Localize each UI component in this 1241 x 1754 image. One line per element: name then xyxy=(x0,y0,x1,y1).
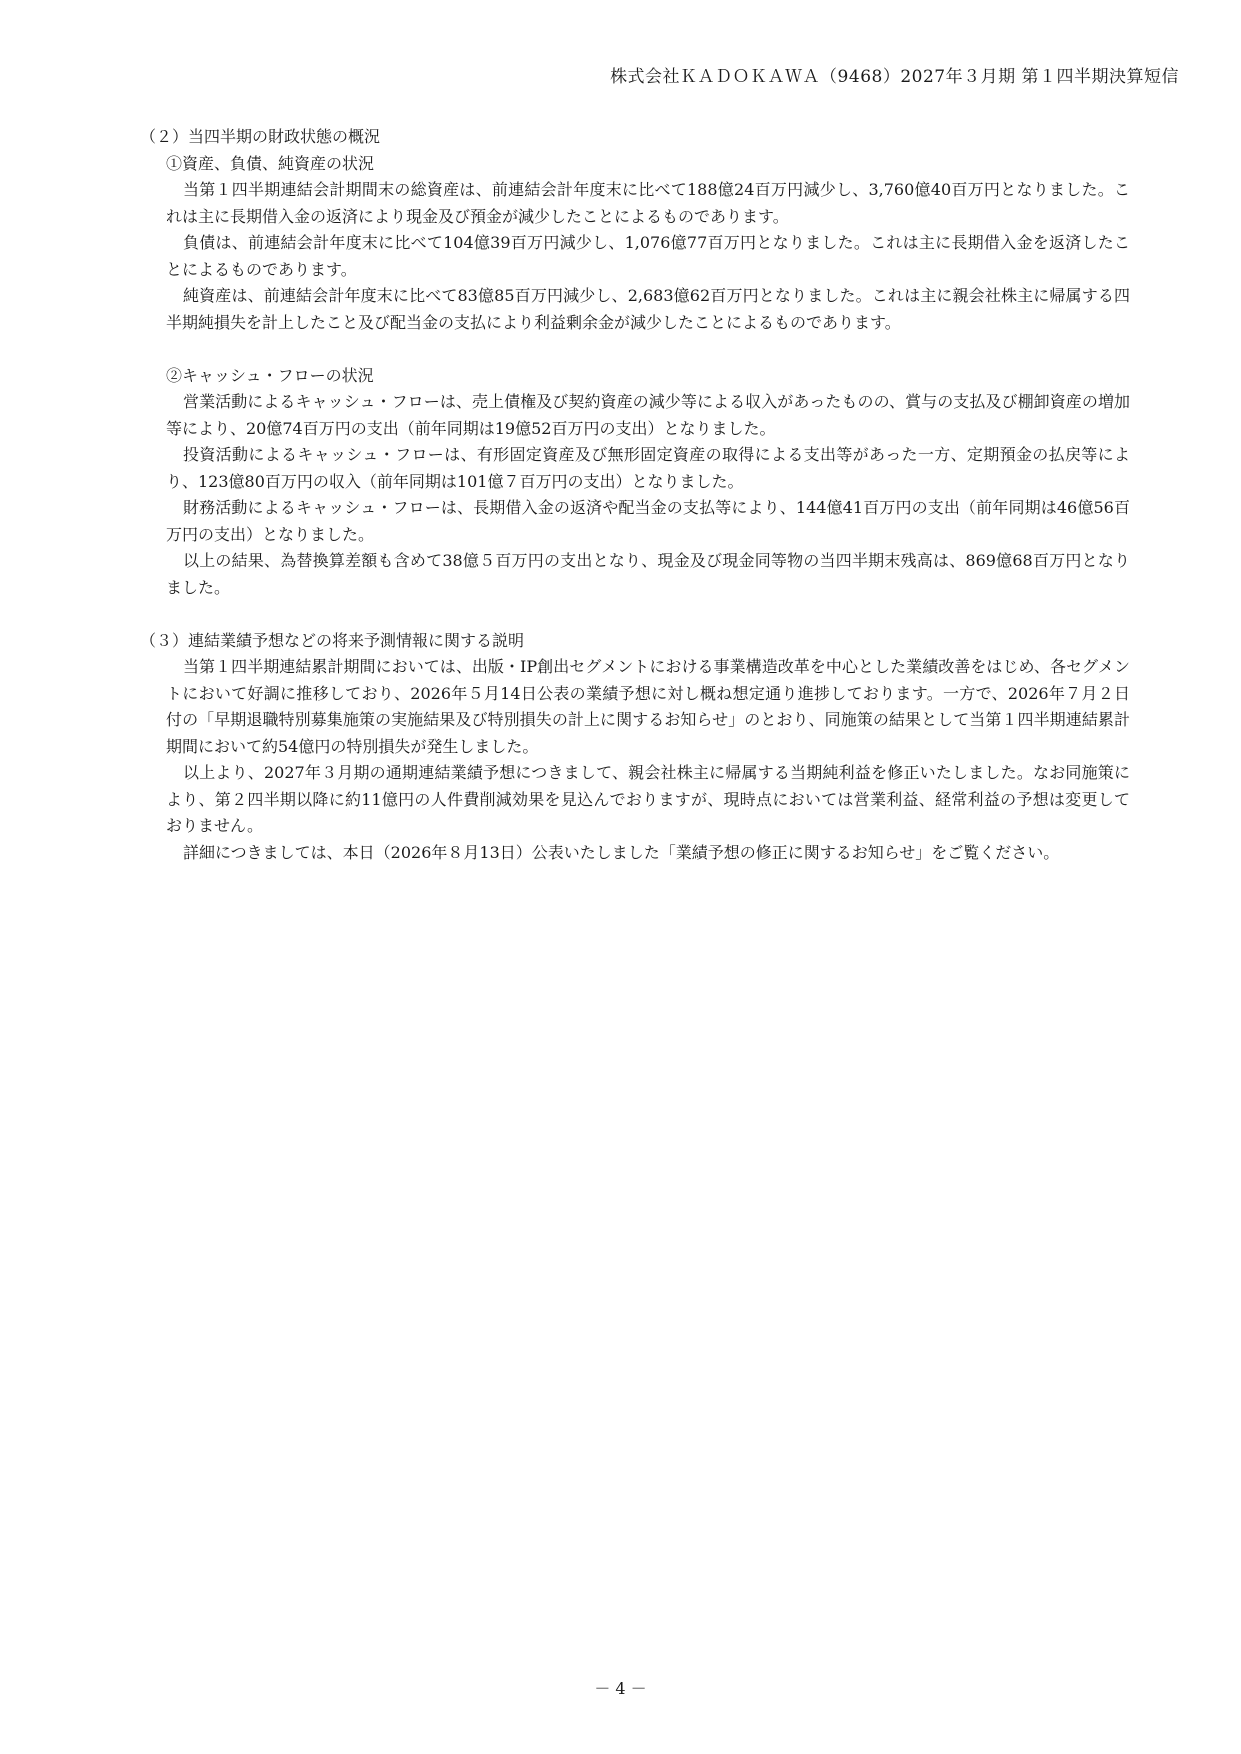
spacer xyxy=(140,336,1130,363)
section-3-title: （３）連結業績予想などの将来予測情報に関する説明 xyxy=(140,630,525,650)
section-2-title: （２）当四半期の財政状態の概況 xyxy=(140,127,381,146)
paragraph-total-assets: 当第１四半期連結会計期間末の総資産は、前連結会計年度末に比べて188億24百万円減少し、3,760億40百万円となりました。これは主に長期借入金の返済により現金及び預金が減少したことによるものであります。 xyxy=(166,180,1130,226)
document-body xyxy=(140,124,1130,866)
paragraph-net-assets: 純資産は、前連結会計年度末に比べて83億85百万円減少し、2,683億62百万円となりました。これは主に親会社株主に帰属する四半期純損失を計上したこと及び配当金の支払により利益剰余金が減少したことによるものであります。 xyxy=(166,286,1130,332)
spacer xyxy=(140,601,1130,628)
paragraph-forecast-details: 詳細につきましては、本日（2026年８月13日）公表いたしました「業績予想の修正に関するお知らせ」をご覧ください。 xyxy=(183,842,1060,862)
paragraph-operating-cf: 営業活動によるキャッシュ・フローは、売上債権及び契約資産の減少等による収入があったものの、賞与の支払及び棚卸資産の増加等により、20億74百万円の支出（前年同期は19億52百万円の支出）となりました。 xyxy=(166,392,1130,438)
paragraph-liabilities: 負債は、前連結会計年度末に比べて104億39百万円減少し、1,076億77百万円となりました。これは主に長期借入金を返済したことによるものであります。 xyxy=(166,233,1130,279)
page-number: － 4 － xyxy=(594,1679,647,1698)
paragraph-financing-cf: 財務活動によるキャッシュ・フローは、長期借入金の返済や配当金の支払等により、144億41百万円の支出（前年同期は46億56百万円の支出）となりました。 xyxy=(166,498,1130,544)
paragraph-forecast-progress: 当第１四半期連結累計期間においては、出版・IP創出セグメントにおける事業構造改革を中心とした業績改善をはじめ、各セグメントにおいて好調に推移しており、2026年５月14日公表の業績予想に対し概ね想定通り進捗しております。一方で、2026年７月２日付の「早期退職特別募集施策の実施結果及び特別損失の計上に関するお知らせ」のとおり、同施策の結果として当第１四半期連結累計期間において約54億円の特別損失が発生しました。 xyxy=(166,657,1130,756)
section-2-1-heading: ①資産、負債、純資産の状況 xyxy=(166,153,375,173)
paragraph-investing-cf: 投資活動によるキャッシュ・フローは、有形固定資産及び無形固定資産の取得による支出等があった一方、定期預金の払戻等により、123億80百万円の収入（前年同期は101億７百万円の支出）となりました。 xyxy=(166,445,1130,491)
document-header: 株式会社ＫＡＤＯＫＡＷＡ（9468）2027年３月期 第１四半期決算短信 xyxy=(610,67,1179,87)
section-2-2-heading: ②キャッシュ・フローの状況 xyxy=(166,365,374,385)
paragraph-forecast-revision: 以上より、2027年３月期の通期連結業績予想につきまして、親会社株主に帰属する当期純利益を修正いたしました。なお同施策により、第２四半期以降に約11億円の人件費削減効果を見込んでおりますが、現時点においては営業利益、経常利益の予想は変更しておりません。 xyxy=(166,763,1130,835)
paragraph-cash-result: 以上の結果、為替換算差額も含めて38億５百万円の支出となり、現金及び現金同等物の当四半期末残高は、869億68百万円となりました。 xyxy=(166,551,1130,597)
